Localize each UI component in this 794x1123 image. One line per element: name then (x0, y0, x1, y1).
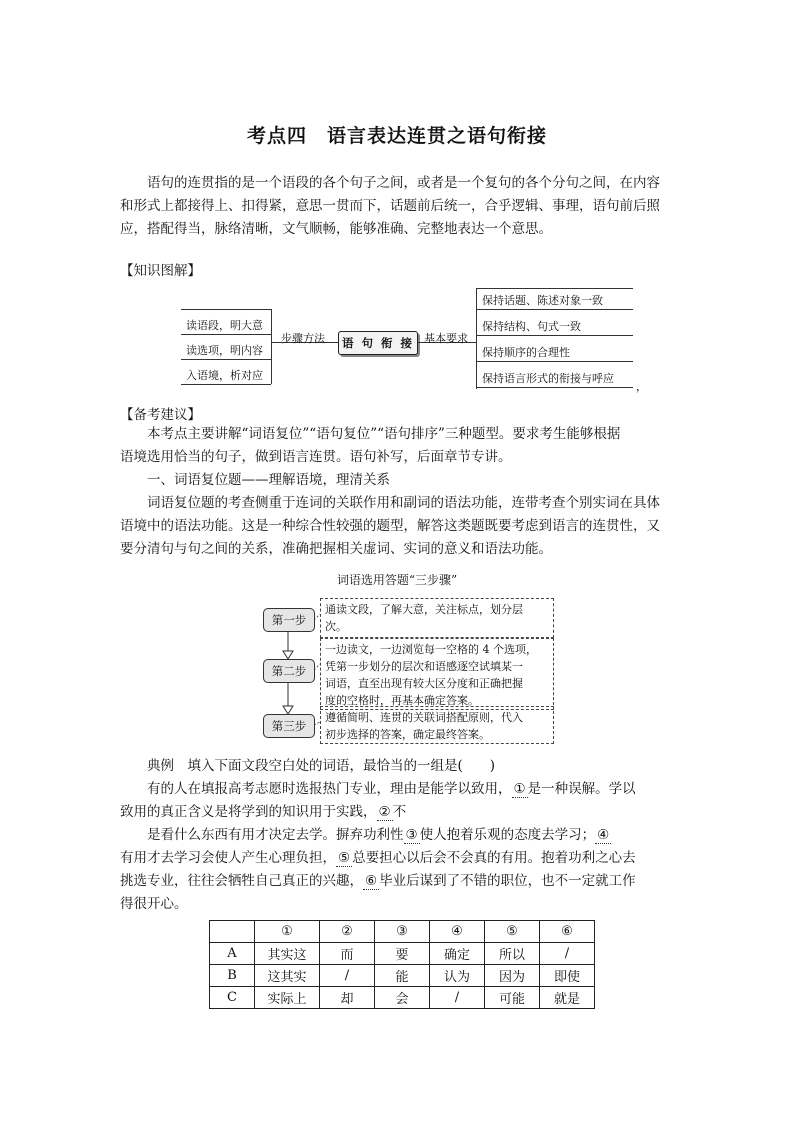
flow-desc-line: 通读文段，了解大意，关注标点，划分层 (325, 603, 523, 616)
table-cell: C (210, 987, 255, 1009)
flow-step-1: 第一步 (263, 608, 315, 632)
table-cell: 能 (375, 965, 430, 987)
advice-heading: 【备考建议】 (120, 407, 201, 423)
example-blank: ④ (597, 827, 610, 843)
intro-line: 语句的连贯指的是一个语段的各个句子之间，或者是一个复句的各个分句之间，在内容 (147, 175, 660, 191)
flow-desc-line: 遵循简明、连贯的关联词搭配原则，代入 (325, 711, 523, 724)
example-blank: ⑥ (365, 873, 378, 889)
example-line (147, 824, 703, 847)
example-line: 得很开心。 (120, 896, 188, 912)
table-row (210, 987, 595, 1009)
example-block (120, 755, 703, 916)
intro-line: 应，搭配得当，脉络清晰，文气顺畅，能够准确、完整地表达一个意思。 (120, 221, 552, 237)
knowledge-heading: 【知识图解】 (120, 263, 201, 279)
table-cell: ⑥ (540, 921, 595, 943)
table-cell: 确定 (430, 943, 485, 965)
diagram-step: 读选项，明内容 (186, 344, 263, 357)
table-cell: A (210, 943, 255, 965)
table-cell: / (430, 987, 485, 1009)
table-cell: 却 (320, 987, 375, 1009)
table-cell: 会 (375, 987, 430, 1009)
diagram-center: 语 句 衔 接 (338, 331, 418, 355)
flow-arrow-head (283, 651, 293, 659)
flow-desc-line: 凭第一步划分的层次和语感逐空试填某一 (325, 660, 523, 673)
example-blank: ⑤ (338, 850, 351, 866)
table-cell: 而 (320, 943, 375, 965)
section-one-heading: 一、词语复位题——理解语境，理清关系 (147, 472, 390, 488)
table-cell: 可能 (485, 987, 540, 1009)
table-cell: ⑤ (485, 921, 540, 943)
diagram-step: 入语境，析对应 (186, 369, 263, 382)
intro-line: 和形式上都接得上、扣得紧，意思一贯而下，话题前后统一，合乎逻辑、事理，语句前后照 (120, 198, 660, 214)
flowchart-title: 词语选用答题“三步骤” (336, 573, 458, 587)
table-cell: / (320, 965, 375, 987)
diagram-right-label: 基本要求 (424, 332, 468, 345)
flow-desc-line: 度的空格时，再基本确定答案。 (325, 694, 479, 707)
table-cell: 就是 (540, 987, 595, 1009)
flow-step-3-desc (320, 706, 554, 744)
table-cell: 即使 (540, 965, 595, 987)
flow-step-2: 第二步 (263, 659, 315, 683)
options-table (209, 920, 595, 1009)
flow-desc-line: 一边读文，一边浏览每一空格的 4 个选项， (325, 643, 537, 656)
table-cell: ② (320, 921, 375, 943)
example-text: 有用才去学习会使人产生心理负担， (120, 850, 336, 866)
diagram-requirement: 保持结构、句式一致 (482, 320, 581, 333)
flow-step-1-desc (320, 598, 554, 638)
advice-line: 语境选用恰当的句子，做到语言连贯。语句补写，后面章节专讲。 (120, 449, 512, 465)
table-cell: 认为 (430, 965, 485, 987)
table-row (210, 943, 595, 965)
flow-step-2-desc (320, 638, 554, 710)
table-cell: 所以 (485, 943, 540, 965)
flow-desc-line: 初步选择的答案，确定最终答案。 (325, 728, 490, 741)
example-line (147, 778, 703, 801)
section-one-line: 词语复位题的考查侧重于连词的关联作用和副词的语法功能，连带考查个别实词在具体 (147, 495, 660, 511)
table-cell: 实际上 (255, 987, 320, 1009)
table-cell: B (210, 965, 255, 987)
diagram-left-label: 步骤方法 (281, 332, 325, 345)
table-header-row (210, 921, 595, 943)
example-text: 挑选专业，往往会牺牲自己真正的兴趣， (120, 873, 363, 889)
example-line (120, 847, 703, 870)
page-title: 考点四 语言表达连贯之语句衔接 (246, 125, 547, 147)
example-text: 不 (392, 804, 407, 820)
table-cell (210, 921, 255, 943)
diagram-requirement: 保持语言形式的衔接与呼应 (482, 372, 614, 385)
example-text: 是一种误解。学以 (527, 781, 636, 797)
table-cell: 这其实 (255, 965, 320, 987)
diagram-requirement: 保持话题、陈述对象一致 (482, 294, 603, 307)
example-blank: ① (513, 781, 526, 797)
table-cell: ① (255, 921, 320, 943)
flow-step-3: 第三步 (263, 714, 315, 738)
example-prompt: 典例 填入下面文段空白处的词语，最恰当的一组是( ) (147, 758, 496, 774)
flow-desc-line: 词语，直至出现有较大区分度和正确把握 (325, 677, 523, 690)
flow-arrow-head (283, 706, 293, 714)
example-blank: ③ (405, 827, 418, 843)
table-cell: ③ (375, 921, 430, 943)
example-blank: ② (378, 804, 391, 820)
table-row (210, 965, 595, 987)
example-line (120, 870, 703, 893)
example-text: 使人抱着乐观的态度去学习； (419, 827, 596, 843)
example-text: 毕业后谋到了不错的职位，也不一定就工作 (379, 873, 636, 889)
table-cell: 其实这 (255, 943, 320, 965)
example-text: 是看什么东西有用才决定去学。摒弃功利性 (147, 827, 404, 843)
advice-line: 本考点主要讲解“词语复位”“语句复位”“语句排序”三种题型。要求考生能够根据 (147, 426, 621, 442)
section-one-line: 语境中的语法功能。这是一种综合性较强的题型，解答这类题既要考虑到语言的连贯性，又 (120, 518, 660, 534)
table-cell: 因为 (485, 965, 540, 987)
example-text: 总要担心以后会不会真的有用。抱着功利之心去 (352, 850, 636, 866)
table-cell: ④ (430, 921, 485, 943)
flow-desc-line: 次。 (325, 620, 347, 633)
example-text: 致用的真正含义是将学到的知识用于实践， (120, 804, 377, 820)
example-text: 有的人在填报高考志愿时选报热门专业，理由是能学以致用， (147, 781, 512, 797)
example-line (120, 801, 703, 824)
diagram-requirement: 保持顺序的合理性 (482, 346, 570, 359)
diagram-trailing-mark: ， (636, 380, 647, 393)
table-cell: 要 (375, 943, 430, 965)
table-cell: / (540, 943, 595, 965)
diagram-step: 读语段，明大意 (186, 319, 263, 332)
section-one-line: 要分清句与句之间的关系，准确把握相关虚词、实词的意义和语法功能。 (120, 541, 552, 557)
